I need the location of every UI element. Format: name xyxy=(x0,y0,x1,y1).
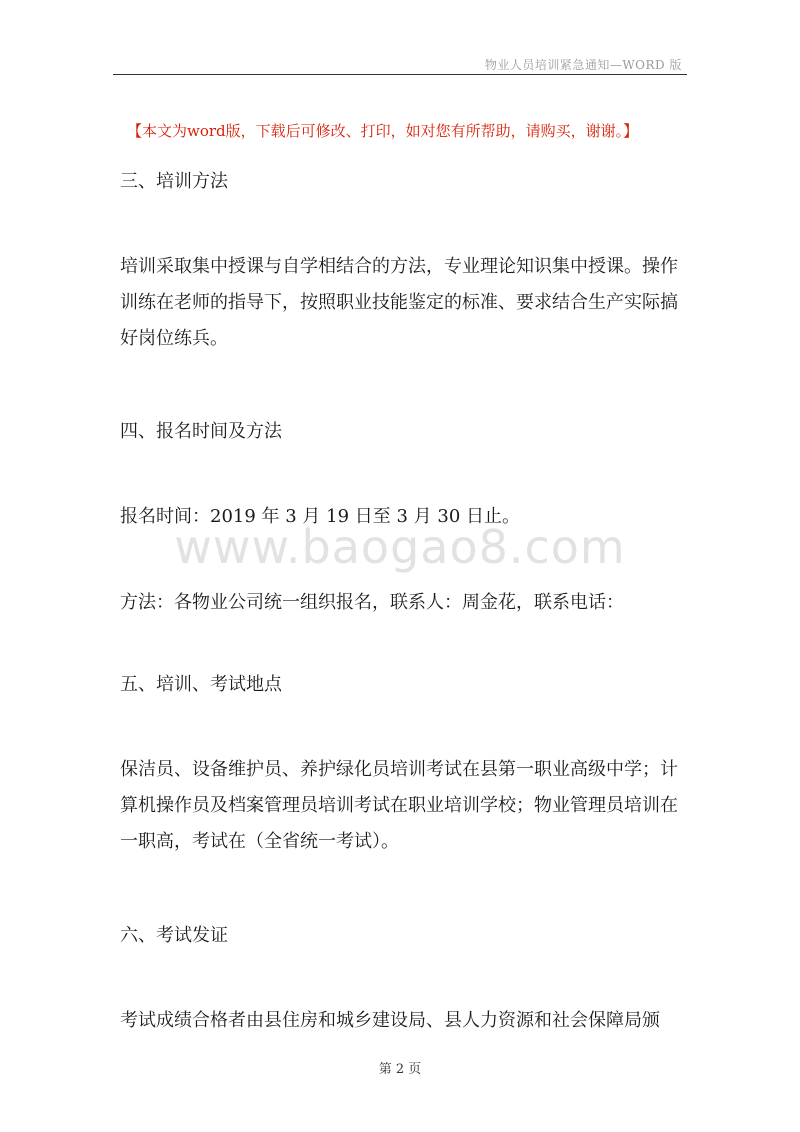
section-heading-registration: 四、报名时间及方法 xyxy=(120,421,282,442)
paragraph-training-method: 培训采取集中授课与自学相结合的方法，专业理论知识集中授课。操作训练在老师的指导下，按照职业技能鉴定的标准、要求结合生产实际搞好岗位练兵。 xyxy=(120,256,678,349)
section-heading-certification: 六、考试发证 xyxy=(120,925,228,946)
paragraph-location: 保洁员、设备维护员、养护绿化员培训考试在县第一职业高级中学；计算机操作员及档案管理员培训考试在职业培训学校；物业管理员培训在一职高，考试在（全省统一考试）。 xyxy=(120,759,678,852)
section-heading-training-method: 三、培训方法 xyxy=(120,171,228,192)
header-divider xyxy=(113,74,687,75)
paragraph-registration-time: 报名时间：2019 年 3 月 19 日至 3 月 30 日止。 xyxy=(120,506,521,527)
section-heading-location: 五、培训、考试地点 xyxy=(120,674,282,695)
purchase-notice: 【本文为word版，下载后可修改、打印，如对您有所帮助，请购买，谢谢。】 xyxy=(127,122,639,140)
page-number: 第 2 页 xyxy=(378,1062,422,1077)
paragraph-registration-method: 方法：各物业公司统一组织报名，联系人：周金花，联系电话： xyxy=(120,592,624,613)
header-title: 物业人员培训紧急通知—WORD 版 xyxy=(484,58,682,72)
paragraph-certification: 考试成绩合格者由县住房和城乡建设局、县人力资源和社会保障局颁 xyxy=(120,1010,660,1031)
watermark: www.baogao8.com xyxy=(174,520,626,574)
